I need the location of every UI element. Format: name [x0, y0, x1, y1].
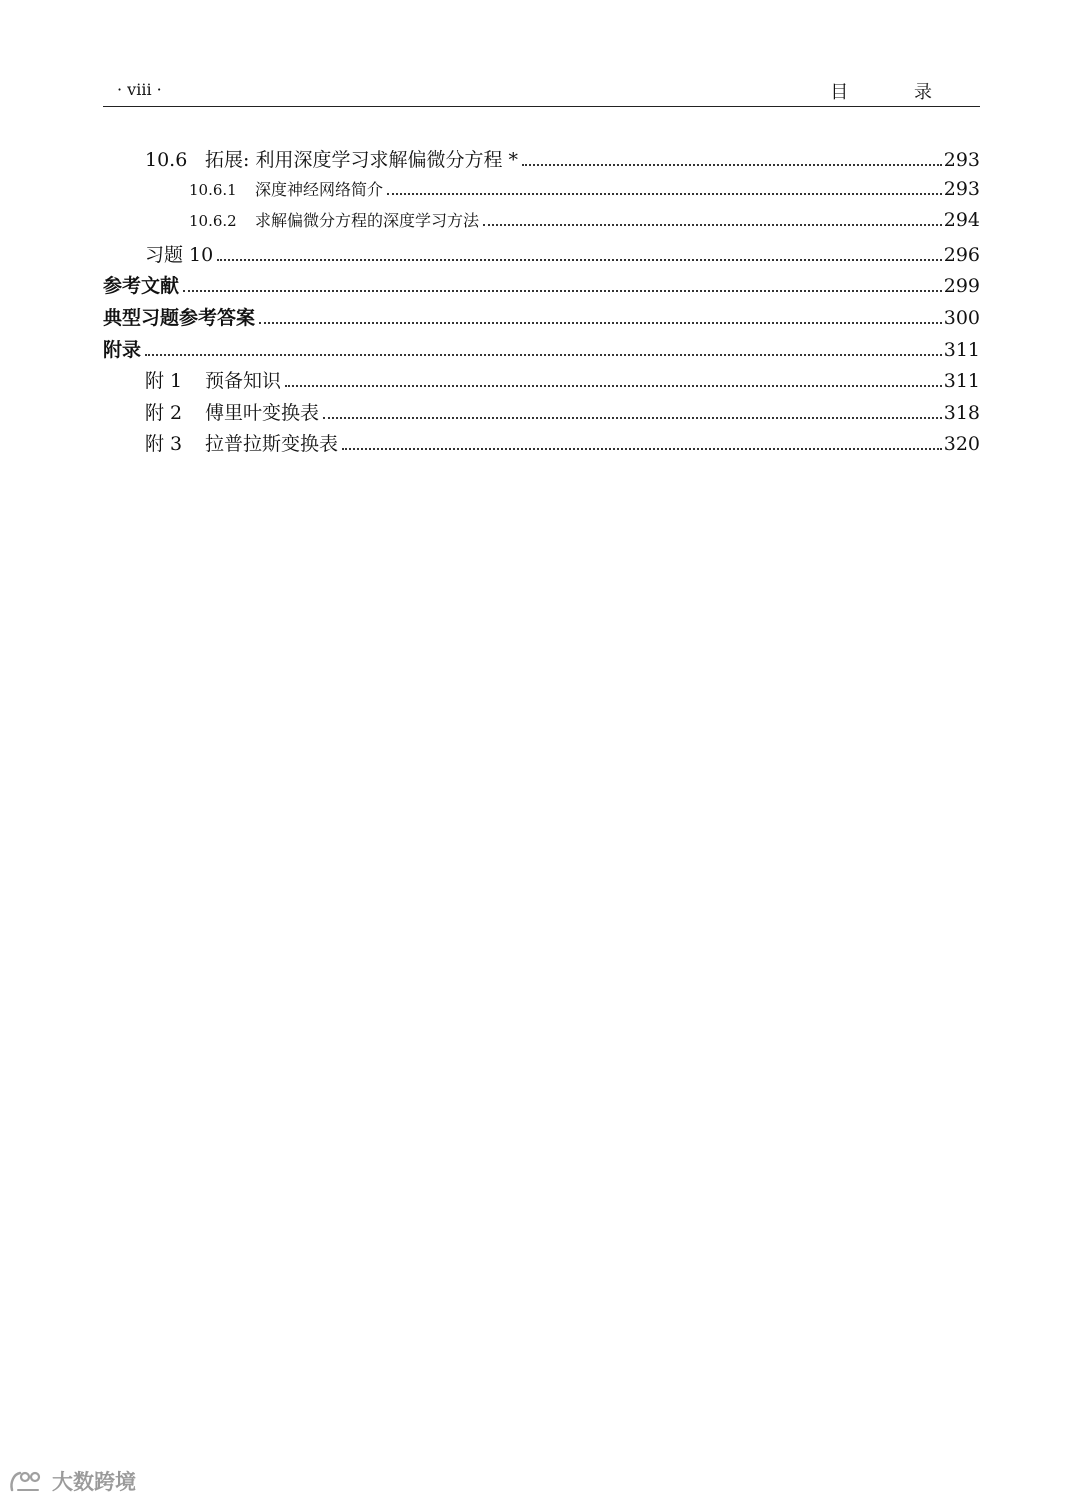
toc-entry-title: 附录 [103, 338, 142, 361]
toc-entry-page: 294 [943, 209, 980, 232]
toc-entry-title: 深度神经网络简介 [255, 179, 384, 199]
toc-entry[interactable] [103, 366, 980, 398]
page-header [103, 78, 980, 107]
toc-entry-number: 附 1 [145, 370, 183, 393]
toc-entry[interactable] [103, 177, 980, 209]
toc-entry-page: 311 [943, 338, 980, 361]
dot-leader [259, 321, 942, 324]
dot-leader [217, 258, 942, 261]
dot-leader [183, 289, 942, 292]
dot-leader [323, 416, 942, 419]
dot-leader [342, 447, 942, 450]
toc-entry-number: 10.6 [145, 149, 188, 171]
page-number: · viii · [117, 80, 162, 99]
toc-entry-number: 10.6.1 [189, 180, 237, 199]
toc-entry[interactable] [103, 240, 980, 272]
toc-entry-title: 求解偏微分方程的深度学习方法 [255, 211, 480, 231]
toc-entry[interactable] [103, 429, 980, 461]
dot-leader [285, 384, 942, 387]
toc-entry-title: 典型习题参考答案 [103, 306, 256, 329]
toc-entry-title: 拓展: 利用深度学习求解偏微分方程 * [205, 149, 518, 171]
toc-entry-page: 293 [943, 177, 980, 200]
toc-entry-number: 附 3 [145, 433, 183, 456]
dot-leader [483, 223, 942, 226]
toc-entry-page: 293 [943, 149, 980, 171]
toc-entry-title: 拉普拉斯变换表 [205, 433, 339, 456]
brand-logo-icon [8, 1468, 48, 1494]
toc-entry-page: 311 [943, 370, 980, 393]
toc-entry-page: 320 [943, 433, 980, 456]
watermark [8, 1466, 136, 1496]
toc-entry-title: 参考文献 [103, 275, 180, 298]
toc-entry-page: 318 [943, 401, 980, 424]
header-title: 目 录 [830, 82, 962, 103]
dot-leader [145, 353, 942, 356]
toc-entry[interactable] [103, 145, 980, 177]
toc-entry-page: 300 [943, 306, 980, 329]
toc-entry[interactable] [103, 208, 980, 240]
toc-entry-number: 10.6.2 [189, 212, 237, 231]
toc-entry[interactable] [103, 271, 980, 303]
dot-leader [522, 163, 942, 166]
toc-entry-number: 附 2 [145, 401, 183, 424]
toc-entry[interactable] [103, 335, 980, 367]
toc-entry-page: 296 [943, 243, 980, 266]
toc-entry-title: 预备知识 [205, 370, 282, 393]
toc-entry-title: 傅里叶变换表 [205, 401, 320, 424]
toc-entry-page: 299 [943, 275, 980, 298]
toc-entry[interactable] [103, 303, 980, 335]
watermark-text: 大数跨境 [52, 1470, 136, 1494]
dot-leader [387, 192, 942, 195]
toc-entry-title: 习题 10 [145, 243, 214, 266]
table-of-contents [103, 145, 980, 461]
toc-entry[interactable] [103, 398, 980, 430]
